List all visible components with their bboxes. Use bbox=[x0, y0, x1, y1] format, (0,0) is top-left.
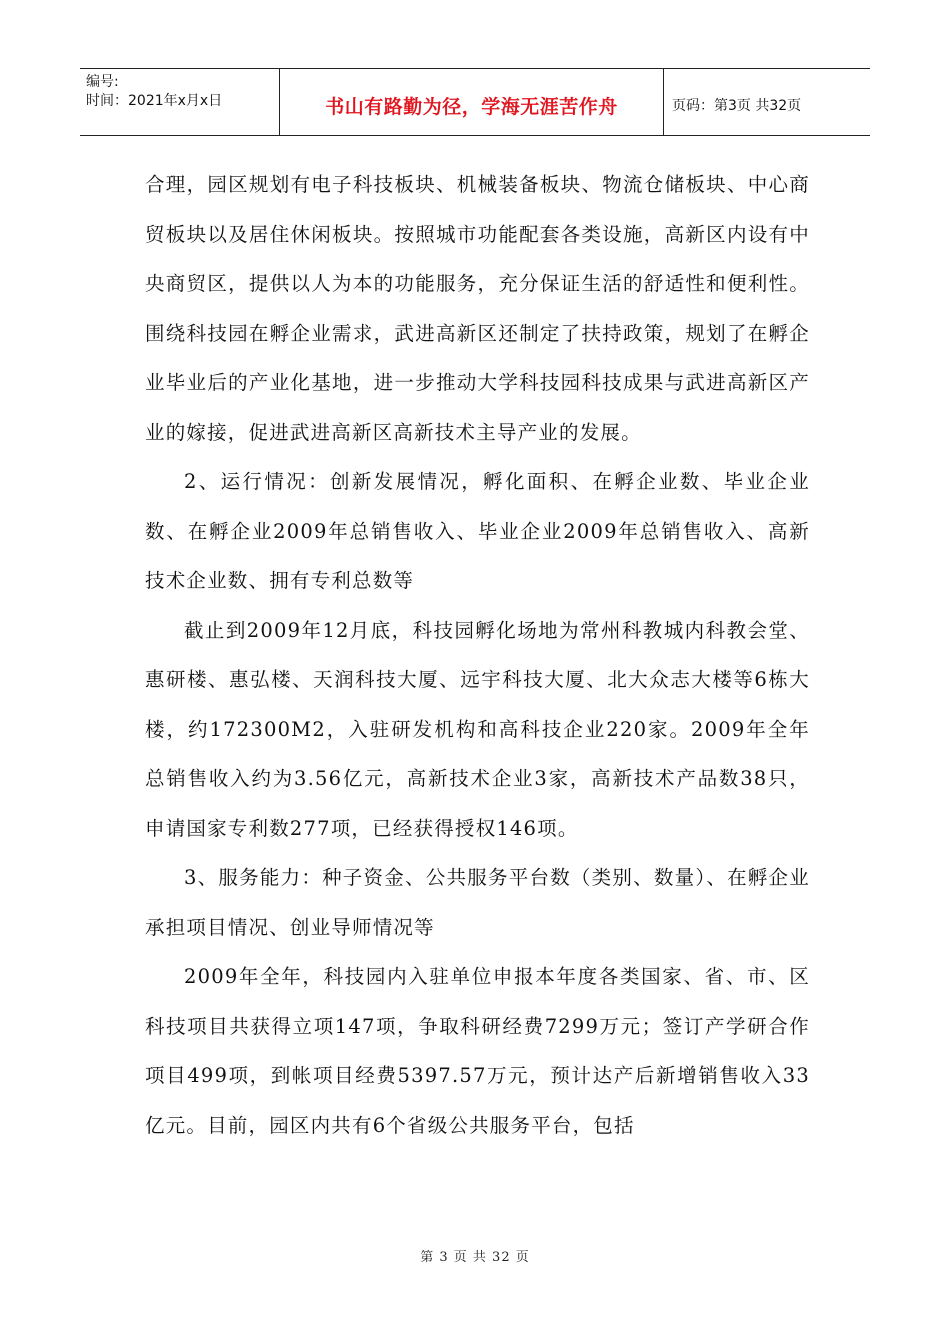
header-meta bbox=[80, 69, 280, 135]
document-body bbox=[145, 160, 810, 1150]
paragraph-1: 合理，园区规划有电子科技板块、机械装备板块、物流仓储板块、中心商贸板块以及居住休闲板块。按照城市功能配套各类设施，高新区内设有中央商贸区，提供以人为本的功能服务，充分保证生活的舒适性和便利性。围绕科技园在孵企业需求，武进高新区还制定了扶持政策，规划了在孵企业毕业后的产业化基地，进一步推动大学科技园科技成果与武进高新区产业的嫁接，促进武进高新区高新技术主导产业的发展。 bbox=[145, 173, 810, 444]
header-page-info: 页码：第3页 共32页 bbox=[672, 98, 802, 114]
date-label: 时间：2021年x月x日 bbox=[86, 93, 223, 109]
paragraph-5: 2009年全年，科技园内入驻单位申报本年度各类国家、省、市、区科技项目共获得立项147项，争取科研经费7299万元；签订产学研合作项目499项，到帐项目经费5397.57万元，预计达产后新增销售收入33亿元。目前，园区内共有6个省级公共服务平台，包括 bbox=[145, 965, 810, 1137]
paragraph-3: 截止到2009年12月底，科技园孵化场地为常州科教城内科教会堂、惠研楼、惠弘楼、天润科技大厦、远宇科技大厦、北大众志大楼等6栋大楼，约172300M2，入驻研发机构和高科技企业220家。2009年全年总销售收入约为3.56亿元，高新技术企业3家，高新技术产品数38只，申请国家专利数277项，已经获得授权146项。 bbox=[145, 618, 810, 840]
header-motto: 书山有路勤为径，学海无涯苦作舟 bbox=[280, 69, 664, 135]
paragraph-2: 2、运行情况：创新发展情况，孵化面积、在孵企业数、毕业企业数、在孵企业2009年总销售收入、毕业企业2009年总销售收入、高新技术企业数、拥有专利总数等 bbox=[145, 470, 810, 592]
page-header bbox=[80, 68, 870, 136]
serial-label: 编号: bbox=[86, 74, 119, 90]
page-footer: 第 3 页 共 32 页 bbox=[420, 1250, 530, 1265]
paragraph-4: 3、服务能力：种子资金、公共服务平台数（类别、数量）、在孵企业承担项目情况、创业导师情况等 bbox=[145, 866, 810, 939]
